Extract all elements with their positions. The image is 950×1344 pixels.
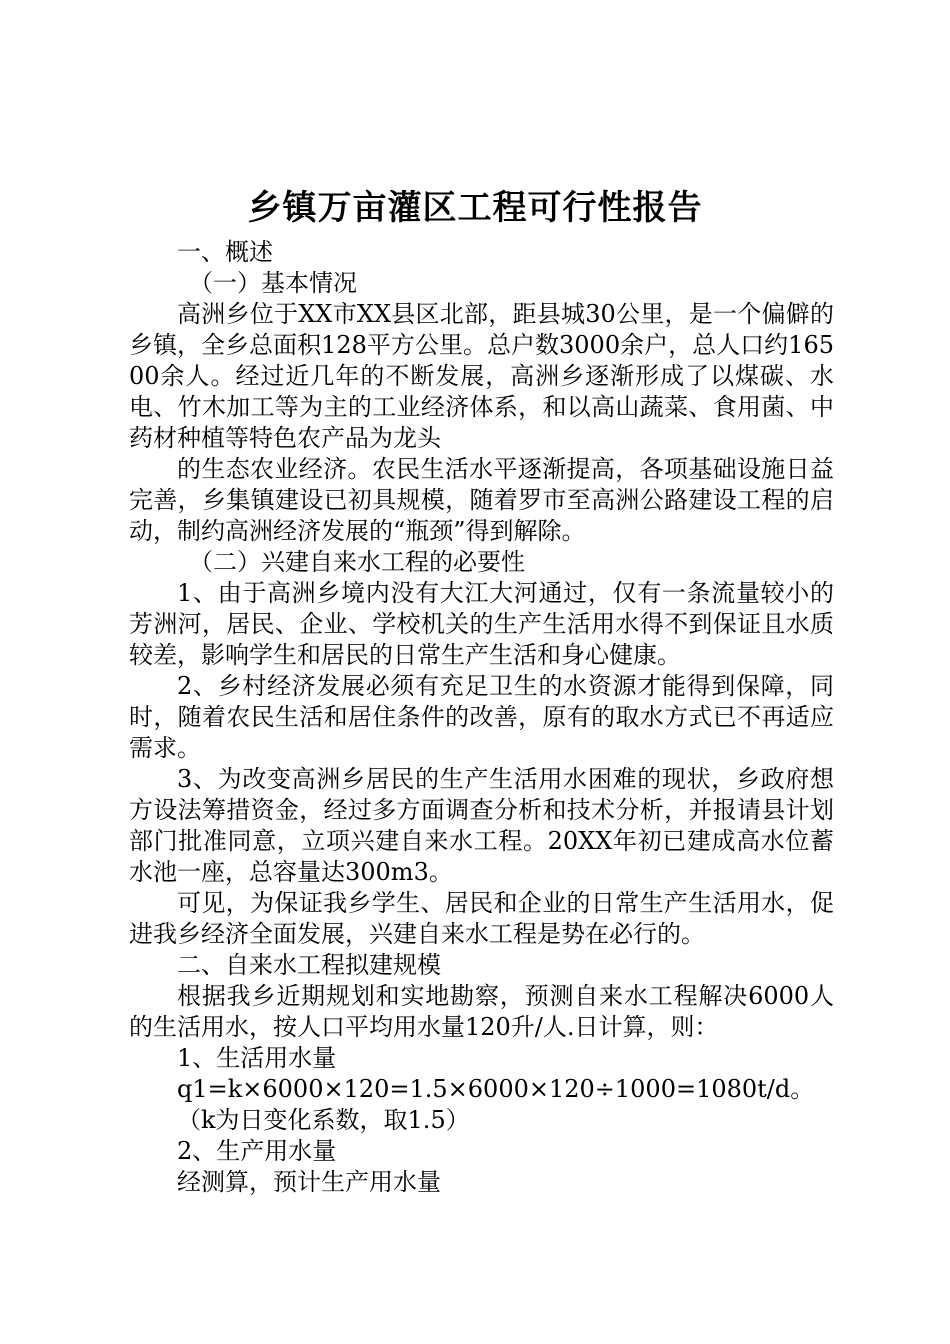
paragraph: 根据我乡近期规划和实地勘察，预测自来水工程解决6000人的生活用水，按人口平均用水量120升/人.日计算，则： <box>129 982 834 1041</box>
paragraph: 经测算，预计生产用水量 <box>177 1168 441 1196</box>
paragraph: 可见，为保证我乡学生、居民和企业的日常生产生活用水，促进我乡经济全面发展，兴建自来水工程是势在必行的。 <box>129 889 834 948</box>
document-title: 乡镇万亩灌区工程可行性报告 <box>247 188 703 228</box>
paragraph: 高洲乡位于XX市XX县区北部，距县城30公里，是一个偏僻的乡镇，全乡总面积128平方公里。总户数3000余户，总人口约16500余人。经过近几年的不断发展，高洲乡逐渐形成了以煤碳、水电、竹木加工等为主的工业经济体系，和以高山蔬菜、食用菌、中药材种植等特色农产品为龙头 <box>129 300 834 452</box>
paragraph: 1、由于高洲乡境内没有大江大河通过，仅有一条流量较小的芳洲河，居民、企业、学校机关的生产生活用水得不到保证且水质较差，影响学生和居民的日常生产生活和身心健康。 <box>129 579 834 669</box>
paragraph: 3、为改变高洲乡居民的生产生活用水困难的现状，乡政府想方设法筹措资金，经过多方面调查分析和技术分析，并报请县计划部门批准同意，立项兴建自来水工程。20XX年初已建成高水位蓄水池一座，总容量达300m3。 <box>129 765 834 886</box>
paragraph: q1=k×6000×120=1.5×6000×120÷1000=1080t/d。 <box>177 1075 815 1103</box>
paragraph: 2、生产用水量 <box>177 1137 337 1165</box>
paragraph: 二、自来水工程拟建规模 <box>177 951 441 979</box>
paragraph: 的生态农业经济。农民生活水平逐渐提高，各项基础设施日益完善，乡集镇建设已初具规模，随着罗市至高洲公路建设工程的启动，制约高洲经济发展的“瓶颈”得到解除。 <box>129 455 834 545</box>
paragraph: （一）基本情况 <box>189 269 357 297</box>
paragraph: 2、乡村经济发展必须有充足卫生的水资源才能得到保障，同时，随着农民生活和居住条件的改善，原有的取水方式已不再适应需求。 <box>129 672 834 762</box>
paragraph: （二）兴建自来水工程的必要性 <box>189 548 525 576</box>
paragraph: （k为日变化系数，取1.5） <box>177 1106 470 1134</box>
document-body <box>129 237 834 1198</box>
paragraph: 1、生活用水量 <box>177 1044 337 1072</box>
paragraph: 一、概述 <box>177 238 273 266</box>
